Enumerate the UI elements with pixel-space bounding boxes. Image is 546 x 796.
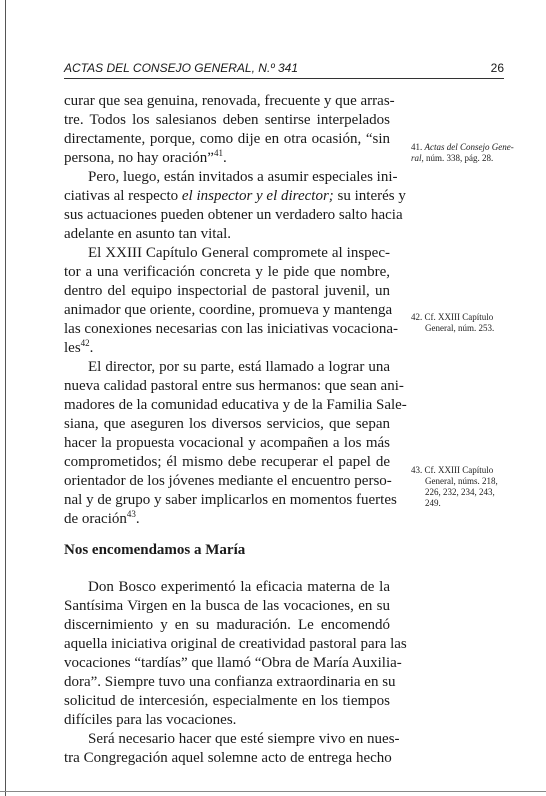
body-line: nal y de grupo y saber implicarlos en momentos fuertes (64, 492, 397, 508)
body-line: vocaciones “tardías” que llamó “Obra de María Auxilia- (64, 655, 402, 671)
body-line: adelante en asunto tan vital. (64, 226, 232, 242)
body-line: nueva calidad pastoral entre sus hermanos: que sean ani- (64, 378, 404, 394)
body-line: animador que oriente, coordine, promueva y mantenga (64, 302, 393, 318)
page-number: 26 (490, 61, 504, 75)
header-rule (64, 78, 504, 79)
body-line: tor a una verificación concreta y le pide que nombre, (64, 264, 390, 280)
italic-phrase: el inspector y el director; (181, 188, 334, 204)
body-line: ciativas al respecto el inspector y el director; su interés y (64, 188, 406, 204)
body-line: persona, no hay oración”$^{41}$. (64, 148, 227, 166)
body-line: solicitud de intercesión, especialmente en los tiempos (64, 693, 390, 709)
body-line: directamente, porque, como dije en otra ocasión, “sin (64, 131, 390, 147)
section-heading: Nos encomendamos a María (64, 542, 246, 558)
body-line: difíciles para las vocaciones. (64, 712, 237, 728)
body-line: Pero, luego, están invitados a asumir especiales ini- (88, 169, 398, 185)
body-line: madores de la comunidad educativa y de la Familia Sale- (64, 397, 407, 413)
body-line: curar que sea genuina, renovada, frecuente y que arras- (64, 93, 395, 109)
footnote-ref-42: 42 (80, 338, 90, 348)
body-line: las conexiones necesarias con las iniciativas vocaciona- (64, 321, 399, 337)
footnote-ref-43: 43 (126, 509, 136, 519)
body-line: dora”. Siempre tuvo una confianza extraordinaria en su (64, 674, 396, 690)
page-bottom-edge (0, 791, 546, 792)
body-line: comprometidos; él mismo debe recuperar el papel de (64, 454, 390, 470)
margin-note-43: 43. Cf. XXIII Capítulo General, núms. 218, 226, 232, 234, 243, 249. (411, 465, 498, 508)
body-line: aquella iniciativa original de creatividad pastoral para las (64, 636, 407, 652)
body-line: tra Congregación aquel solemne acto de entrega hecho (64, 750, 392, 766)
body-line: hacer la propuesta vocacional y acompañen a los más (64, 435, 390, 451)
body-line: les$^{42}$. (64, 338, 94, 356)
body-line: siana, que aseguren los diversos servicios, que sepan (64, 416, 390, 432)
body-line: dentro del equipo inspectorial de pastoral juvenil, un (64, 283, 390, 299)
running-header (64, 61, 504, 77)
body-line: de oración$^{43}$. (64, 509, 140, 527)
footnote-ref-41: 41 (213, 148, 223, 158)
running-header-title: ACTAS DEL CONSEJO GENERAL, N.º 341 (64, 61, 299, 75)
margin-note-42: 42. Cf. XXIII Capítulo General, núm. 253. (411, 312, 495, 333)
body-line: sus actuaciones pueden obtener un verdadero salto hacia (64, 207, 403, 223)
page-left-edge (5, 0, 6, 796)
body-line: Santísima Virgen en la busca de las vocaciones, en su (64, 598, 390, 614)
body-line: El director, por su parte, está llamado a lograr una (88, 359, 390, 375)
body-line: El XXIII Capítulo General compromete al inspec- (88, 245, 390, 261)
body-line: Será necesario hacer que esté siempre vivo en nues- (88, 731, 400, 747)
body-line: Don Bosco experimentó la eficacia materna de la (88, 579, 390, 595)
body-line: discernimiento y en su maduración. Le encomendó (64, 617, 390, 633)
body-line: tre. Todos los salesianos deben sentirse interpelados (64, 112, 390, 128)
body-line: orientador de los jóvenes mediante el encuentro perso- (64, 473, 392, 489)
margin-note-41: 41. Actas del Consejo Gene- ral, núm. 338, pág. 28. (411, 142, 514, 163)
